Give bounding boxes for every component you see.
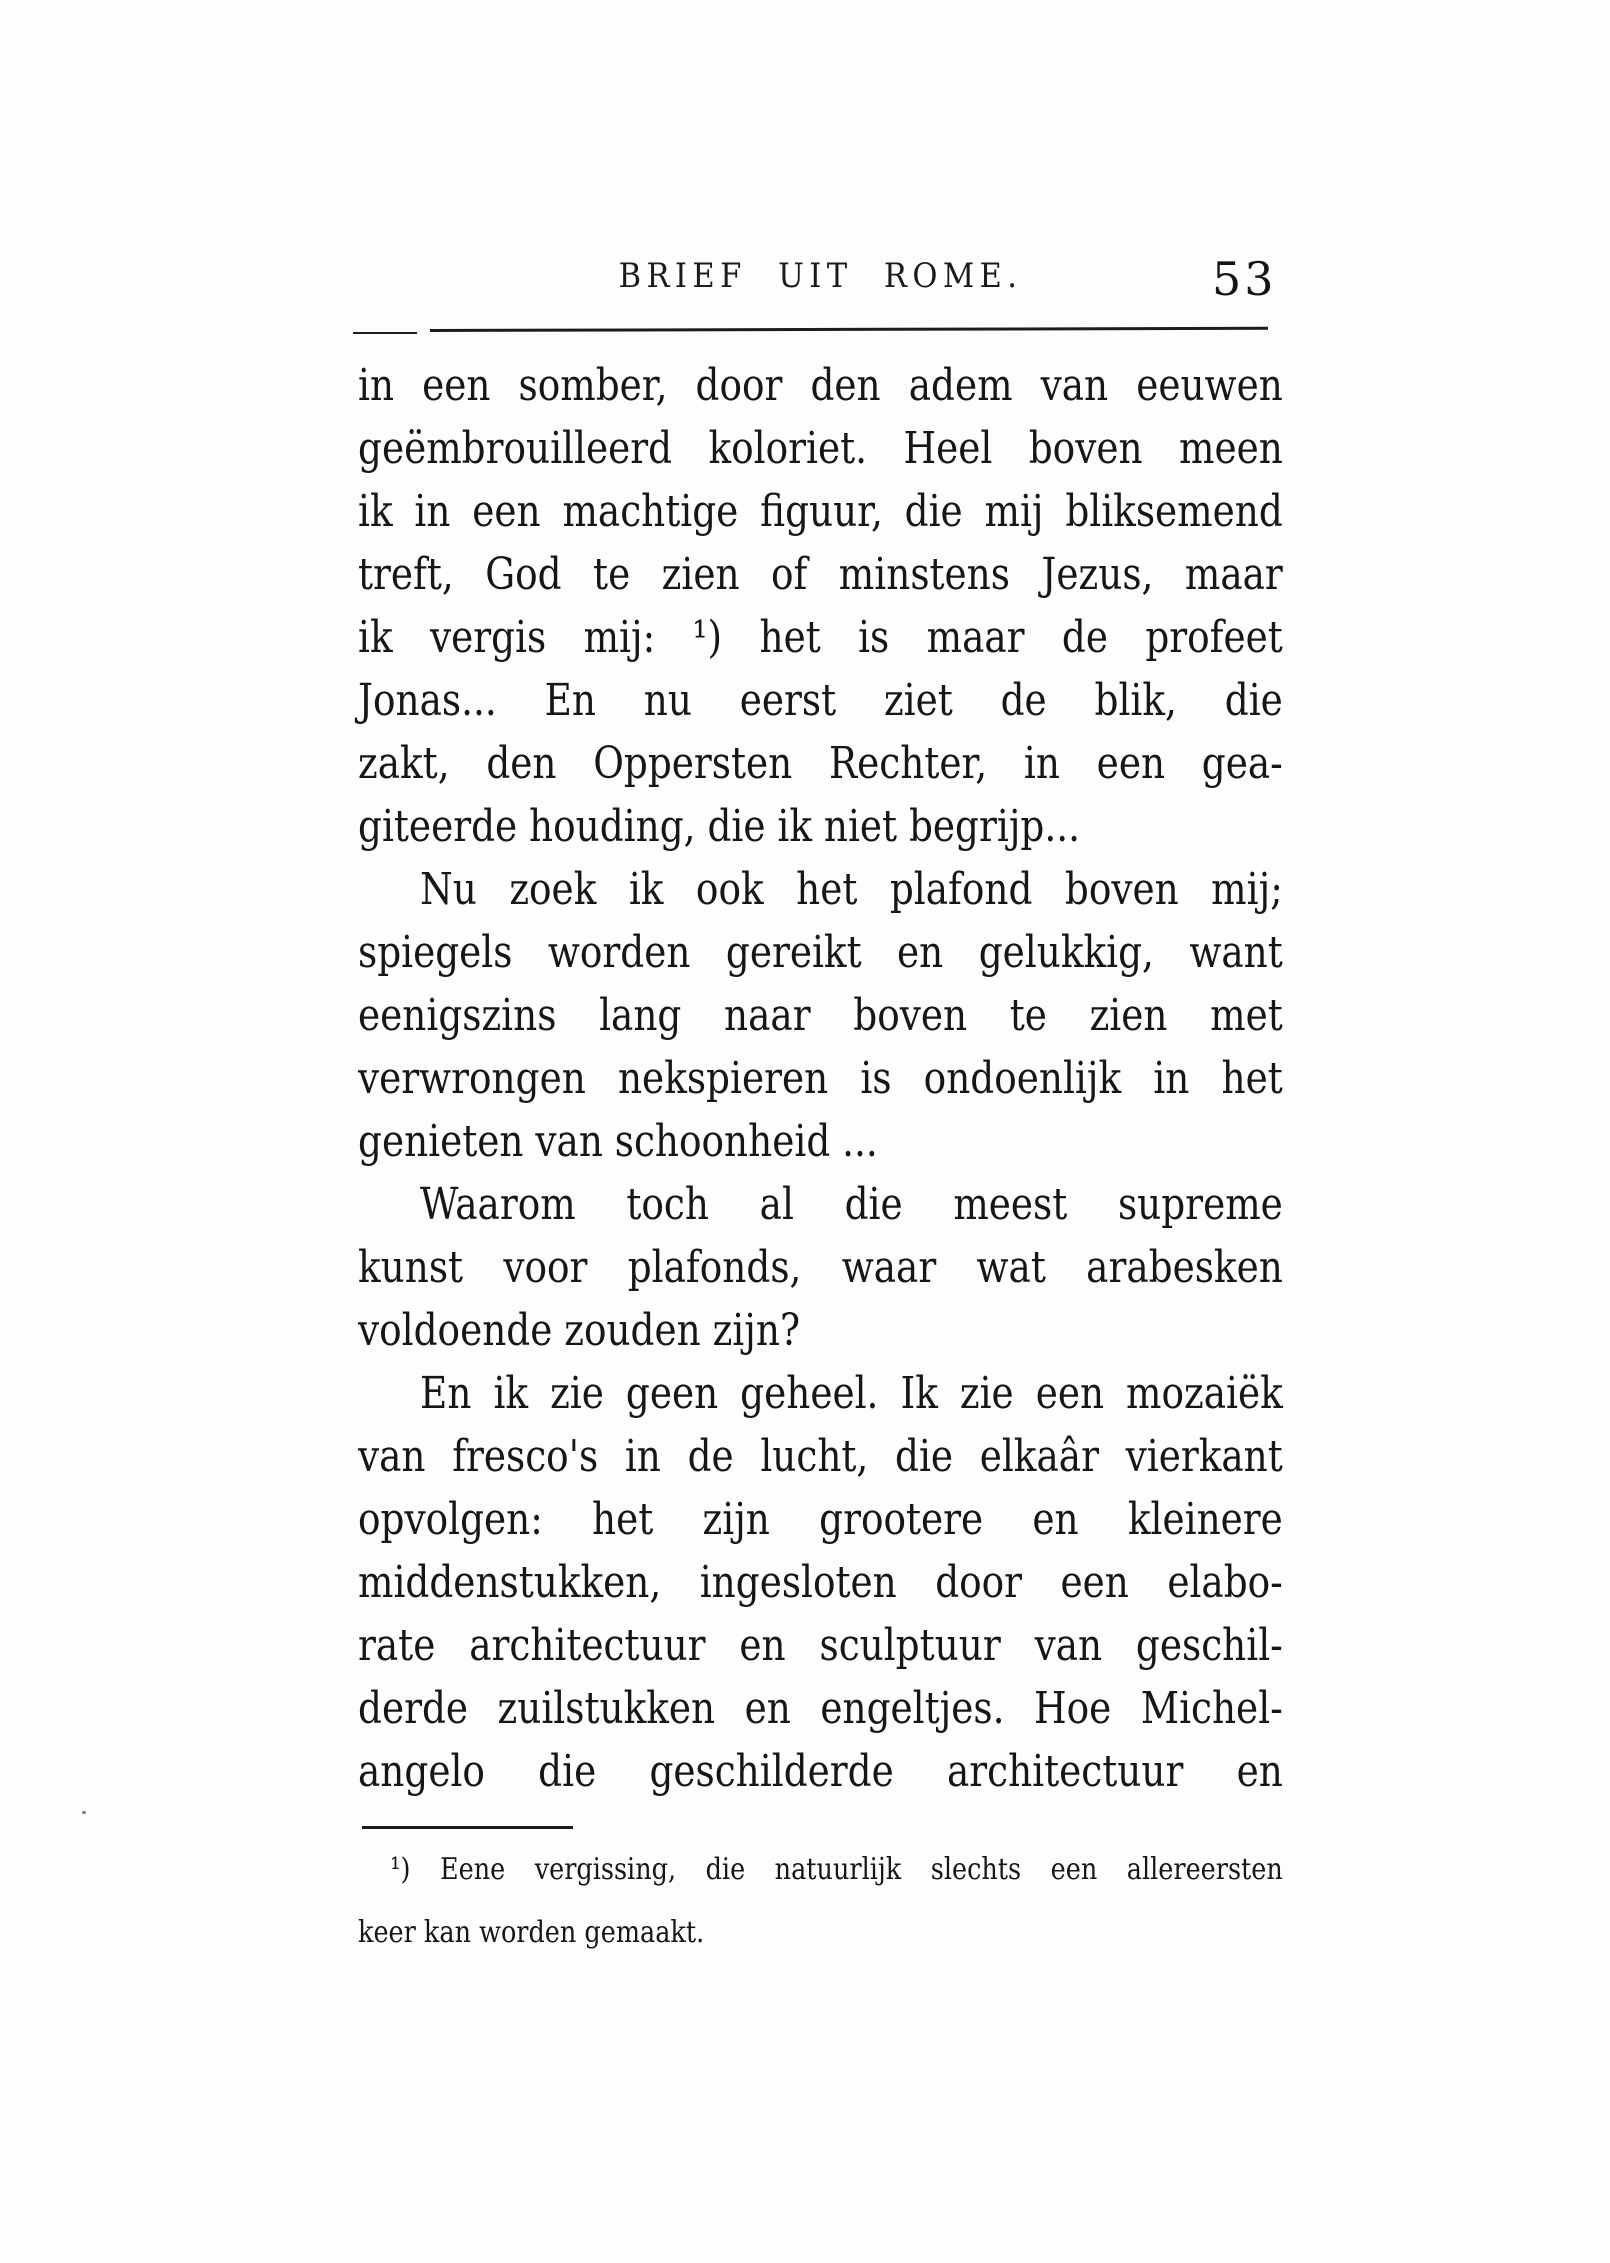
body-line: verwrongen nekspieren is ondoenlijk in het [358,1053,1283,1104]
body-line: kunst voor plafonds, waar wat arabesken [358,1242,1283,1293]
footnote [358,1847,1283,1973]
body-line: Waarom toch al die meest supreme [420,1179,1283,1230]
body-line: opvolgen: het zijn grootere en kleinere [358,1494,1283,1545]
page-number: 53 [1212,252,1277,306]
body-line: van fresco's in de lucht, die elkaâr vierkant [358,1431,1283,1482]
body-line: voldoende zouden zijn? [358,1305,801,1356]
footnote-rule [362,1826,573,1829]
body-line: geëmbrouilleerd koloriet. Heel boven meen [358,423,1283,474]
body-line: Jonas... En nu eerst ziet de blik, die [358,675,1283,726]
body-line: genieten van schoonheid ... [358,1116,878,1167]
body-line: giteerde houding, die ik niet begrijp... [358,801,1081,852]
body-line: middenstukken, ingesloten door een elabo- [358,1557,1283,1608]
running-header: BRIEF UIT ROME. [618,256,1023,296]
scan-speck [82,1811,86,1814]
body-text [358,354,1283,1803]
body-line: spiegels worden gereikt en gelukkig, want [358,927,1283,978]
body-line: in een somber, door den adem van eeuwen [358,360,1283,411]
header-rule [430,327,1268,332]
body-line: angelo die geschilderde architectuur en [358,1746,1283,1797]
footnote-line: keer kan worden gemaakt. [358,1915,705,1950]
body-line: rate architectuur en sculptuur van geschil- [358,1620,1283,1671]
footnote-line: ¹) Eene vergissing, die natuurlijk slechts een allereersten [390,1852,1283,1887]
body-line: ik in een machtige figuur, die mij bliksemend [358,486,1283,537]
body-line: Nu zoek ik ook het plafond boven mij; [420,864,1283,915]
body-line: treft, God te zien of minstens Jezus, maar [358,549,1283,600]
header-rule-left-segment [353,332,417,334]
body-line: ik vergis mij: ¹) het is maar de profeet [358,612,1283,663]
body-line: derde zuilstukken en engeltjes. Hoe Michel- [358,1683,1283,1734]
body-line: En ik zie geen geheel. Ik zie een mozaiëk [420,1368,1283,1419]
body-line: eenigszins lang naar boven te zien met [358,990,1283,1041]
body-line: zakt, den Oppersten Rechter, in een gea- [358,738,1283,789]
